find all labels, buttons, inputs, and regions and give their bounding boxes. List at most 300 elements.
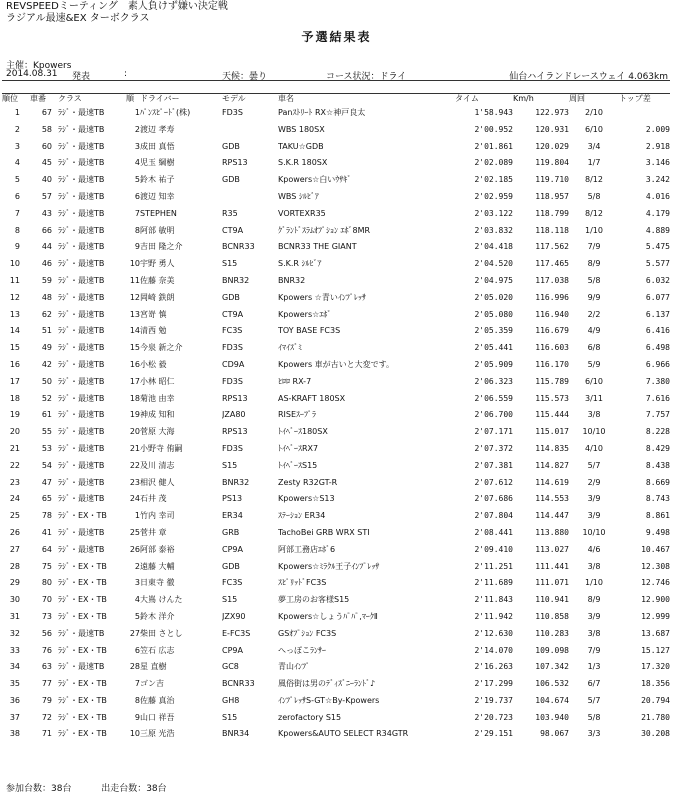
cell-gap: 13.687 [641,628,670,638]
table-row [2,307,670,324]
cell-class: ﾗｼﾞ・最速TB [58,393,105,403]
cell-car-name: WBS ｼﾙﾋﾞｱ [278,191,319,201]
cell-driver: 児玉 綱樹 [140,158,175,168]
cell-class-pos: 1 [134,511,140,521]
cell-gap: 8.669 [645,477,670,487]
cell-laps: 1/3 [587,662,601,672]
cell-gap: 6.966 [645,359,670,369]
cell-gap: 12.999 [641,611,670,621]
cell-model: FD3S [222,376,243,386]
cell-car-no: 72 [41,712,52,722]
cell-class-pos: 28 [129,662,140,672]
cell-laps: 5/8 [587,191,601,201]
cell-pos: 20 [9,427,20,437]
cell-pos: 33 [9,645,20,655]
cell-speed: 111.071 [535,578,569,588]
cell-class-pos: 13 [129,309,140,319]
cell-driver: 菅原 大海 [140,427,175,437]
cell-car-name: Kpowers☆ｴﾎﾞ [278,309,332,319]
cell-car-no: 70 [41,595,52,605]
cell-laps: 8/9 [587,595,601,605]
cell-pos: 19 [9,410,20,420]
cell-pos: 37 [9,712,20,722]
cell-class: ﾗｼﾞ・最速TB [58,242,105,252]
cell-time: 2'07.171 [474,427,513,437]
course-condition: コース状況：ドライ [326,72,407,82]
cell-laps: 3/9 [587,611,601,621]
cell-time: 2'17.299 [474,679,513,689]
cell-car-no: 56 [41,628,52,638]
cell-gap: 3.146 [645,158,670,168]
cell-laps: 5/8 [587,712,601,722]
table-row [2,374,670,391]
cell-gap: 8.861 [645,511,670,521]
cell-car-name: ﾄｲﾍﾞｰｽ180SX [278,427,328,437]
cell-model: JZX90 [222,611,246,621]
table-row [2,223,670,240]
cell-pos: 4 [14,158,20,168]
cell-pos: 7 [14,208,20,218]
cell-time: 2'03.832 [474,225,513,235]
cell-driver: 菊池 由幸 [140,393,175,403]
cell-model: JZA80 [222,410,246,420]
col-time: タイム [455,94,479,103]
cell-speed: 114.447 [535,511,569,521]
cell-class: ﾗｼﾞ・最速TB [58,108,105,117]
cell-class: ﾗｼﾞ・最速TB [58,326,105,336]
cell-class: ﾗｼﾞ・最速TB [58,494,105,504]
starters-count: 出走台数：38台 [101,784,167,794]
cell-class-pos: 8 [134,225,140,235]
cell-class-pos: 3 [134,578,140,588]
cell-car-no: 58 [41,124,52,134]
cell-car-name: TOY BASE FC3S [278,326,341,336]
cell-gap: 7.380 [645,376,670,386]
cell-driver: 成田 真悟 [140,141,175,151]
cell-pos: 22 [9,460,20,470]
cell-pos: 13 [9,309,20,319]
cell-class: ﾗｼﾞ・EX・TB [58,712,107,722]
cell-time: 2'02.959 [474,191,513,201]
cell-speed: 103.940 [535,712,569,722]
cell-laps: 5/7 [587,460,601,470]
cell-car-name: ｲﾝﾌﾟﾚｯｻS-GT☆By-Kpowers [278,695,380,705]
cell-model: PS13 [222,494,243,504]
cell-driver: 鈴木 祐子 [140,175,175,185]
cell-class-pos: 1 [134,108,140,117]
cell-car-no: 54 [41,460,52,470]
cell-car-no: 77 [41,679,52,689]
table-row [2,676,670,693]
table-row [2,559,670,576]
cell-time: 2'04.418 [474,242,513,252]
cell-pos: 26 [9,527,20,537]
cell-pos: 3 [14,141,20,151]
cell-class: ﾗｼﾞ・最速TB [58,191,105,201]
cell-laps: 8/12 [585,208,603,218]
cell-speed: 106.532 [535,679,569,689]
cell-car-name: Kpowers 車が古いと大変です。 [278,359,395,369]
cell-speed: 107.342 [535,662,569,672]
table-row [2,525,670,542]
cell-car-no: 48 [41,292,52,302]
cell-class: ﾗｼﾞ・最速TB [58,343,105,353]
cell-speed: 120.029 [535,141,569,151]
cell-driver: ﾊﾟﾝｽﾋﾟｰﾄﾞ(株) [140,108,191,117]
cell-time: 2'11.843 [474,595,513,605]
cell-speed: 98.067 [540,729,569,739]
cell-driver: 三原 光浩 [140,729,175,739]
cell-model: CP9A [222,544,243,554]
cell-speed: 113.027 [535,544,569,554]
cell-speed: 118.799 [535,208,569,218]
cell-car-no: 40 [41,175,52,185]
cell-car-no: 75 [41,561,52,571]
cell-class: ﾗｼﾞ・最速TB [58,662,105,672]
cell-pos: 11 [9,275,20,285]
cell-gap: 20.794 [641,695,670,705]
cell-model [222,122,278,139]
cell-gap: 17.320 [641,662,670,672]
table-row [2,609,670,626]
cell-pos: 17 [9,376,20,386]
cell-laps: 1/10 [585,225,603,235]
cell-class-pos: 3 [134,141,140,151]
cell-class: ﾗｼﾞ・最速TB [58,544,105,554]
cell-class-pos: 16 [129,359,140,369]
cell-laps: 2/10 [585,108,603,117]
table-row [2,155,670,172]
cell-driver: 宮嵜 慎 [140,309,167,319]
cell-class: ﾗｼﾞ・最速TB [58,259,105,269]
cell-car-no: 57 [41,191,52,201]
cell-laps: 5/7 [587,695,601,705]
cell-driver: 清西 勉 [140,326,167,336]
cell-car-name: BNR32 [278,275,306,285]
cell-pos: 5 [14,175,20,185]
cell-car-name: S.K.R 180SX [278,158,328,168]
cell-time: 2'07.804 [474,511,513,521]
cell-class-pos: 8 [134,695,140,705]
cell-pos: 24 [9,494,20,504]
cell-laps: 10/10 [582,527,606,537]
cell-class-pos: 9 [134,242,140,252]
cell-time: 2'16.263 [474,662,513,672]
cell-laps: 7/9 [587,645,601,655]
cell-laps: 3/9 [587,494,601,504]
col-laps: 周回 [569,94,585,103]
cell-laps: 6/10 [585,376,603,386]
cell-gap: 7.616 [645,393,670,403]
table-row [2,105,670,122]
cell-car-no: 73 [41,611,52,621]
cell-driver: 柴田 さとし [140,628,183,638]
cell-class: ﾗｼﾞ・最速TB [58,175,105,185]
cell-model: GDB [222,141,240,151]
cell-driver: 星 直樹 [140,662,167,672]
cell-class-pos: 7 [134,679,140,689]
table-row [2,357,670,374]
cell-laps: 7/9 [587,242,601,252]
cell-speed: 114.553 [535,494,569,504]
cell-gap: 30.208 [641,729,670,739]
cell-laps: 2/9 [587,477,601,487]
table-row [2,172,670,189]
cell-time: 2'06.559 [474,393,513,403]
cell-class: ﾗｼﾞ・EX・TB [58,578,107,588]
cell-model: S15 [222,712,238,722]
cell-model: GH8 [222,695,240,705]
cell-car-no: 78 [41,511,52,521]
cell-car-no: 76 [41,645,52,655]
cell-speed: 110.858 [535,611,569,621]
cell-class-pos: 17 [129,376,140,386]
table-row [2,391,670,408]
cell-car-name: Kpowers☆しょうﾊﾟﾊﾟ,ﾏｰｸⅡ [278,611,378,621]
cell-class: ﾗｼﾞ・最速TB [58,359,105,369]
cell-speed: 115.444 [535,410,569,420]
document-title: 予選結果表 [301,30,372,44]
cell-car-no: 55 [41,427,52,437]
cell-car-name: ﾄｲﾍﾞｰｽRX7 [278,443,319,453]
cell-speed: 115.017 [535,427,569,437]
cell-time: 2'04.520 [474,259,513,269]
cell-pos: 12 [9,292,20,302]
cell-car-no: 61 [41,410,52,420]
cell-model: RPS13 [222,393,248,403]
cell-speed: 110.283 [535,628,569,638]
cell-class: ﾗｼﾞ・最速TB [58,208,105,218]
cell-driver: 菅井 章 [140,527,167,537]
col-model: モデル [222,94,246,103]
cell-driver: 及川 清志 [140,460,175,470]
cell-class: ﾗｼﾞ・最速TB [58,427,105,437]
cell-speed: 114.619 [535,477,569,487]
cell-speed: 119.710 [535,175,569,185]
cell-gap: 8.438 [645,460,670,470]
table-row [2,256,670,273]
cell-driver: 今泉 新之介 [140,343,183,353]
cell-model: GRB [222,527,240,537]
cell-gap: 18.356 [641,679,670,689]
table-row [2,441,670,458]
cell-time: 2'09.410 [474,544,513,554]
cell-time: 2'06.323 [474,376,513,386]
cell-car-no: 80 [41,578,52,588]
cell-pos: 29 [9,578,20,588]
cell-laps: 3/9 [587,511,601,521]
cell-pos: 18 [9,393,20,403]
table-row [2,206,670,223]
cell-model: CT9A [222,309,244,319]
cell-model: R35 [222,208,238,218]
cell-class: ﾗｼﾞ・最速TB [58,527,105,537]
cell-model: BCNR33 [222,679,255,689]
cell-class-pos: 25 [129,527,140,537]
cell-driver: ゴン吉 [140,679,164,689]
cell-gap: 4.016 [645,191,670,201]
cell-driver: 宇野 勇人 [140,259,175,269]
cell-pos: 23 [9,477,20,487]
cell-car-no: 63 [41,662,52,672]
cell-driver: 遠藤 大輔 [140,561,175,571]
cell-model: BNR32 [222,477,250,487]
cell-car-no: 49 [41,343,52,353]
cell-car-name: 風俗街は男のﾃﾞｨｽﾞﾆｰﾗﾝﾄﾞ♪ [278,679,376,689]
cell-model: S15 [222,460,238,470]
cell-car-no: 44 [41,242,52,252]
cell-class-pos: 22 [129,460,140,470]
cell-model: S15 [222,595,238,605]
cell-class-pos: 12 [129,292,140,302]
cell-car-no: 52 [41,393,52,403]
cell-laps: 5/8 [587,275,601,285]
table-row [2,726,670,743]
cell-time: 2'05.080 [474,309,513,319]
cell-class: ﾗｼﾞ・最速TB [58,292,105,302]
cell-class: ﾗｼﾞ・最速TB [58,376,105,386]
cell-pos: 21 [9,443,20,453]
cell-class-pos: 15 [129,343,140,353]
table-row [2,626,670,643]
cell-driver: 渡辺 知幸 [140,191,175,201]
table-row [2,659,670,676]
cell-car-name: ｽﾃｰｼｮﾝ ER34 [278,511,326,521]
cell-class: ﾗｼﾞ・最速TB [58,225,105,235]
cell-class-pos: 6 [134,191,140,201]
cell-model: E-FC3S [222,628,251,638]
table-row [2,407,670,424]
cell-car-no: 47 [41,477,52,487]
cell-car-no: 51 [41,326,52,336]
cell-pos: 16 [9,359,20,369]
cell-driver: 小野寺 侑嗣 [140,443,183,453]
table-row [2,122,670,139]
cell-car-name: BCNR33 THE GIANT [278,242,357,252]
cell-model: FC3S [222,326,243,336]
cell-model: CD9A [222,359,245,369]
cell-driver: 山口 祥吾 [140,712,175,722]
cell-laps: 2/2 [587,309,601,319]
cell-car-name: 阿部工務店ｴﾎﾞ6 [278,544,336,554]
cell-gap: 21.780 [641,712,670,722]
table-row [2,475,670,492]
table-row [2,643,670,660]
table-row [2,273,670,290]
cell-pos: 1 [14,108,20,117]
cell-laps: 4/10 [585,443,603,453]
cell-class: ﾗｼﾞ・最速TB [58,628,105,638]
cell-gap: 4.179 [645,208,670,218]
cell-car-no: 45 [41,158,52,168]
cell-gap: 15.127 [641,645,670,655]
cell-class-pos: 20 [129,427,140,437]
cell-gap: 6.416 [645,326,670,336]
cell-time: 2'06.700 [474,410,513,420]
cell-class-pos: 24 [129,494,140,504]
table-row [2,290,670,307]
cell-gap [619,105,670,122]
cell-laps: 3/4 [587,141,601,151]
cell-class: ﾗｼﾞ・EX・TB [58,561,107,571]
col-pos: 順位 [2,94,18,103]
table-row [2,424,670,441]
cell-gap: 6.032 [645,275,670,285]
cell-speed: 119.804 [535,158,569,168]
cell-time: 2'07.372 [474,443,513,453]
cell-car-no: 65 [41,494,52,504]
cell-laps: 5/9 [587,359,601,369]
cell-gap: 7.757 [645,410,670,420]
cell-class-pos: 10 [129,259,140,269]
cell-pos: 6 [14,191,20,201]
col-class-pos: 順 [126,94,134,103]
cell-car-no: 64 [41,544,52,554]
cell-speed: 117.038 [535,275,569,285]
cell-car-name: 青山ｲﾝﾌﾟ [278,662,310,672]
cell-pos: 28 [9,561,20,571]
cell-time: 2'05.441 [474,343,513,353]
cell-time: 2'00.952 [474,124,513,134]
cell-speed: 122.973 [535,108,569,117]
cell-driver: 小林 昭仁 [140,376,175,386]
cell-car-no: 79 [41,695,52,705]
cell-class: ﾗｼﾞ・EX・TB [58,645,107,655]
cell-time: 2'11.689 [474,578,513,588]
cell-car-name: ｽﾋﾟﾘｯﾄﾞFC3S [278,578,327,588]
cell-car-no: 46 [41,259,52,269]
cell-class-pos: 4 [134,595,140,605]
cell-car-name: VORTEXR35 [278,208,326,218]
cell-time: 2'07.381 [474,460,513,470]
cell-class-pos: 9 [134,712,140,722]
cell-time: 2'05.020 [474,292,513,302]
table-row [2,458,670,475]
entries-count: 参加台数：38台 [6,784,72,794]
cell-speed: 110.941 [535,595,569,605]
cell-car-no: 71 [41,729,52,739]
table-row [2,323,670,340]
cell-time: 2'01.861 [474,141,513,151]
cell-gap: 2.009 [645,124,670,134]
cell-speed: 114.835 [535,443,569,453]
cell-class: ﾗｼﾞ・EX・TB [58,595,107,605]
cell-class: ﾗｼﾞ・EX・TB [58,511,107,521]
cell-driver: 相沢 健人 [140,477,175,487]
col-driver: ドライバー [140,94,180,103]
cell-laps: 1/7 [587,158,601,168]
cell-speed: 116.940 [535,309,569,319]
cell-pos: 30 [9,595,20,605]
cell-laps: 3/8 [587,628,601,638]
cell-laps: 4/9 [587,326,601,336]
cell-car-name: S.K.R ｼﾙﾋﾞｱ [278,259,322,269]
cell-car-name: Kpowers ☆青いｲﾝﾌﾟﾚｯｻ [278,292,366,302]
cell-speed: 115.573 [535,393,569,403]
weather: 天候：曇り [222,72,268,82]
col-gap: トップ差 [619,94,651,103]
cell-driver: 鈴木 洋介 [140,611,175,621]
cell-car-name: ｲﾏｲｽﾞﾐ [278,343,302,353]
cell-laps: 6/7 [587,679,601,689]
cell-driver: 佐藤 奈美 [140,275,175,285]
cell-pos: 32 [9,628,20,638]
table-row [2,575,670,592]
cell-speed: 117.465 [535,259,569,269]
cell-time: 1'58.943 [474,108,513,117]
cell-class-pos: 14 [129,326,140,336]
cell-driver: 大嶌 けんた [140,595,183,605]
